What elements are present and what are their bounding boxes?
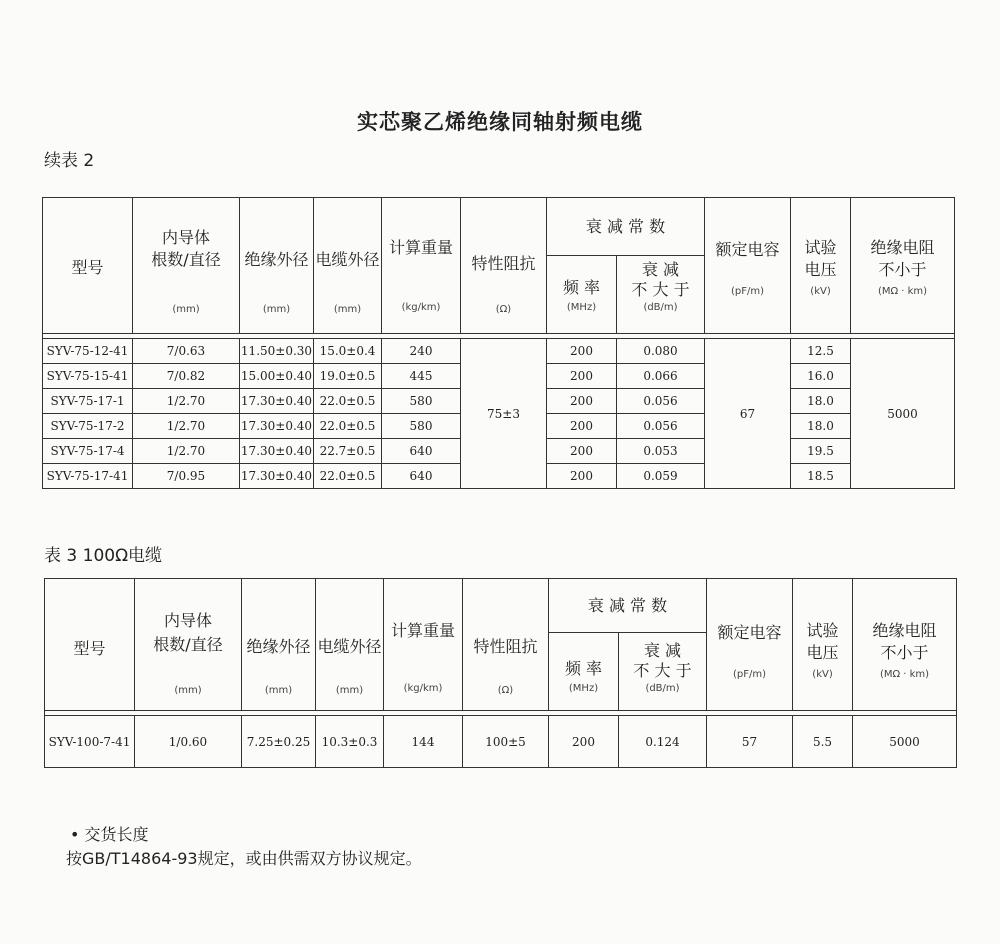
impedance-value: 75±3 <box>461 339 547 489</box>
header-inner-conductor: 内导体 根数/直径 (mm) <box>133 198 240 334</box>
header-model: 型号 <box>43 198 133 334</box>
table2-caption: 续表 2 <box>44 151 95 171</box>
table-row: SYV-75-17-4 1/2.70 17.30±0.40 22.7±0.5 640 200 0.053 19.5 <box>43 439 955 464</box>
capacitance-value: 67 <box>705 339 791 489</box>
header-test-voltage: 试验 电压 (kV) <box>791 198 851 334</box>
header-weight: 计算重量 (kg/km) <box>382 198 461 334</box>
header-impedance: 特性阻抗 (Ω) <box>463 579 549 711</box>
header-insulation-diameter: 绝缘外径 (mm) <box>242 579 316 711</box>
header-attenuation-max: 衰 减 不 大 于 (dB/m) <box>617 256 705 334</box>
header-attenuation-max: 衰 减 不 大 于 (dB/m) <box>619 633 707 711</box>
delivery-length-text: 按GB/T14864-93规定，或由供需双方协议规定。 <box>66 849 422 868</box>
header-frequency: 频 率 (MHz) <box>547 256 617 334</box>
header-insulation-diameter: 绝缘外径 (mm) <box>240 198 314 334</box>
header-weight: 计算重量 (kg/km) <box>384 579 463 711</box>
delivery-length-heading: • 交货长度 <box>70 825 149 844</box>
table3-header-row <box>45 579 957 633</box>
table-row: SYV-75-12-41 7/0.63 11.50±0.30 15.0±0.4 240 75±3 200 0.080 67 12.5 5000 <box>43 339 955 364</box>
header-cable-diameter: 电缆外径 (mm) <box>316 579 384 711</box>
header-inner-conductor: 内导体 根数/直径 (mm) <box>135 579 242 711</box>
header-capacitance: 额定电容 (pF/m) <box>705 198 791 334</box>
header-frequency: 频 率 (MHz) <box>549 633 619 711</box>
header-insulation-resistance: 绝缘电阻 不小于 (MΩ · km) <box>851 198 955 334</box>
table-row: SYV-75-15-41 7/0.82 15.00±0.40 19.0±0.5 445 200 0.066 16.0 <box>43 364 955 389</box>
header-attenuation: 衰 减 常 数 <box>547 198 705 256</box>
page-title: 实芯聚乙烯绝缘同轴射频电缆 <box>357 110 643 134</box>
header-cable-diameter: 电缆外径 (mm) <box>314 198 382 334</box>
header-test-voltage: 试验 电压 (kV) <box>793 579 853 711</box>
table2-header-row <box>43 198 955 256</box>
header-model: 型号 <box>45 579 135 711</box>
insulation-resistance-value: 5000 <box>851 339 955 489</box>
table-row: SYV-75-17-41 7/0.95 17.30±0.40 22.0±0.5 640 200 0.059 18.5 <box>43 464 955 489</box>
header-capacitance: 额定电容 (pF/m) <box>707 579 793 711</box>
table-row: SYV-100-7-41 1/0.60 7.25±0.25 10.3±0.3 144 100±5 200 0.124 57 5.5 5000 <box>45 716 957 768</box>
header-impedance: 特性阻抗 (Ω) <box>461 198 547 334</box>
table-row: SYV-75-17-1 1/2.70 17.30±0.40 22.0±0.5 580 200 0.056 18.0 <box>43 389 955 414</box>
header-insulation-resistance: 绝缘电阻 不小于 (MΩ · km) <box>853 579 957 711</box>
table-row: SYV-75-17-2 1/2.70 17.30±0.40 22.0±0.5 580 200 0.056 18.0 <box>43 414 955 439</box>
header-attenuation: 衰 减 常 数 <box>549 579 707 633</box>
table2 <box>42 197 955 489</box>
table3 <box>44 578 957 768</box>
table3-caption: 表 3 100Ω电缆 <box>44 546 163 566</box>
